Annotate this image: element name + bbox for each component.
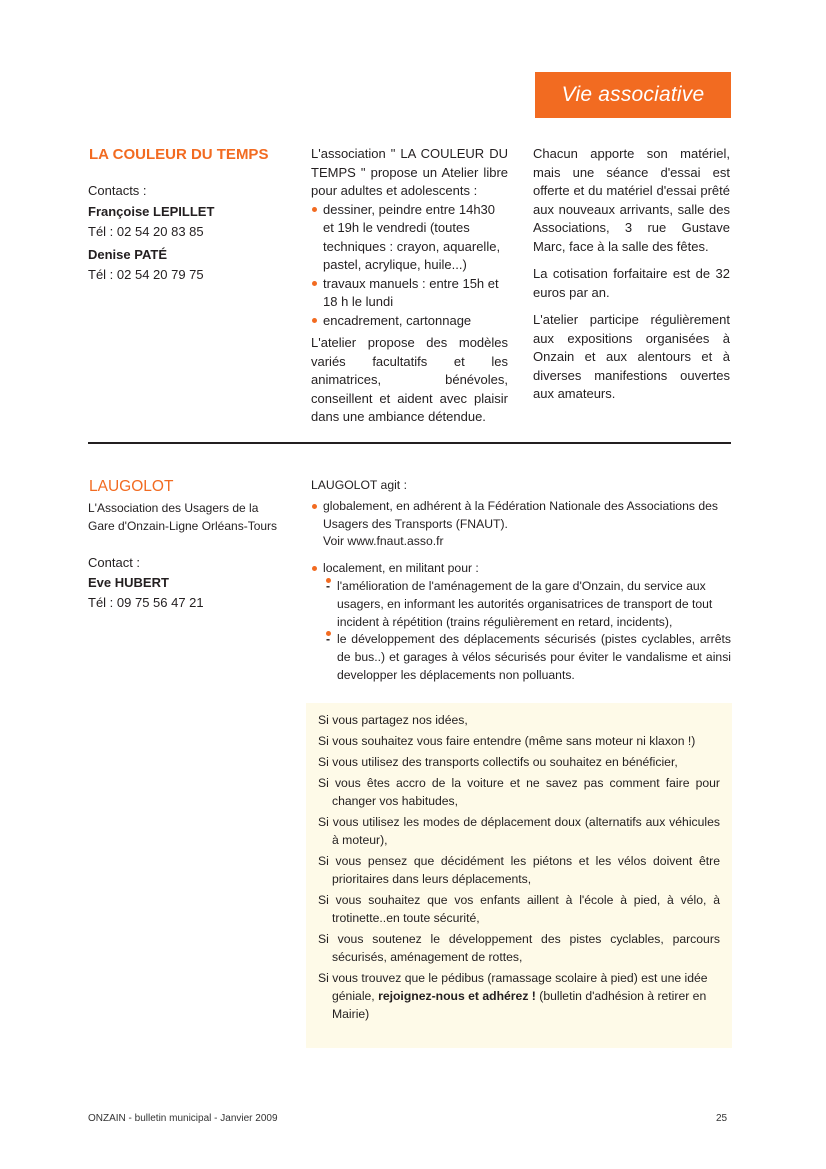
global-text: globalement, en adhérent à la Fédération Nationale des Associations des Usagers des Transports (FNAUT). — [323, 498, 718, 531]
appeal-line: Si vous êtes accro de la voiture et ne savez pas comment faire pour changer vos habitudes, — [318, 776, 720, 808]
materiel-text: Chacun apporte son matériel, mais une séance d'essai est offerte et du matériel d'essai prêté aux nouveaux arrivants, salle des Associations, 3 rue Gustave Marc, face à la salle des fêtes. — [533, 146, 730, 254]
contact-name: Françoise LEPILLET — [88, 203, 215, 219]
subtitle-line: L'Association des Usagers de la — [88, 501, 259, 515]
appeal-line: Si vous pensez que décidément les piétons et les vélos doivent être prioritaires dans leurs déplacements, — [318, 854, 720, 886]
appeal-line — [318, 969, 720, 1023]
contacts-label: Contacts : — [88, 183, 147, 198]
couleur-intro: L'association " LA COULEUR DU TEMPS " propose un Atelier libre pour adultes et adolescents : — [311, 146, 508, 198]
list-item — [311, 498, 731, 551]
subtitle-line: Gare d'Onzain-Ligne Orléans-Tours — [88, 519, 278, 533]
local-items-list — [323, 578, 731, 685]
contact-phone: Tél : 02 54 20 83 85 — [88, 224, 204, 239]
appeal-line: Si vous souhaitez que vos enfants aillent à l'école à pied, à vélo, à trotinette..en toute sécurité, — [318, 893, 720, 925]
expositions-text: L'atelier participe régulièrement aux expositions organisées à Onzain et aux alentours et à diverses manifestions ouvertes aux amateurs. — [533, 312, 730, 401]
couleur-du-temps-title: LA COULEUR DU TEMPS — [89, 146, 269, 163]
page-number: 25 — [716, 1113, 728, 1124]
appeal-line: Si vous soutenez le développement des pistes cyclables, parcours sécurisés, aménagement de rottes, — [318, 932, 720, 964]
contact-name: Eve HUBERT — [88, 575, 169, 590]
section-banner-label: Vie associative — [561, 83, 705, 106]
list-item: encadrement, cartonnage — [311, 312, 508, 331]
contact-label: Contact : — [88, 555, 141, 570]
section-divider — [88, 442, 731, 444]
couleur-du-temps-column-1 — [311, 145, 508, 427]
local-text: localement, en militant pour : — [323, 561, 479, 576]
appeal-last-end: (bulletin d'adhésion à retirer en Mairie) — [332, 989, 707, 1021]
list-item: travaux manuels : entre 15h et 18 h le lundi — [311, 275, 508, 312]
contact-phone: Tél : 02 54 20 79 75 — [88, 267, 204, 282]
laugolot-title: LAUGOLOT — [89, 478, 174, 495]
actions-list — [311, 498, 731, 685]
fnaut-link-text: Voir www.fnaut.asso.fr — [323, 534, 444, 549]
contact-name: Denise PATÉ — [88, 246, 167, 262]
agit-label: LAUGOLOT agit : — [311, 478, 407, 492]
contact-phone: Tél : 09 75 56 47 21 — [88, 595, 204, 610]
laugolot-subtitle — [88, 499, 303, 535]
couleur-du-temps-contacts — [88, 181, 288, 286]
join-call-to-action: rejoignez-nous et adhérez ! — [378, 989, 536, 1003]
list-item: dessiner, peindre entre 14h30 et 19h le vendredi (toutes techniques : crayon, aquarelle, pastel, acrylique, huile...) — [311, 201, 508, 275]
appeal-line: Si vous partagez nos idées, — [318, 713, 468, 727]
couleur-du-temps-column-2 — [533, 145, 730, 404]
atelier-text: L'atelier propose des modèles variés facultatifs et les animatrices, bénévoles, conseillent et aident avec plaisir dans une ambiance détendue. — [311, 335, 508, 424]
list-item: - le développement des déplacements sécurisés (pistes cyclables, arrêts de bus..) et garages à vélos sécurisés pour éviter le vandalisme et ainsi developper les déplacements non polluants. — [323, 631, 731, 684]
activities-list — [311, 201, 508, 331]
list-item — [311, 560, 731, 685]
laugolot-actions — [311, 477, 731, 685]
appeal-line: Si vous souhaitez vous faire entendre (même sans moteur ni klaxon !) — [318, 734, 696, 748]
list-item: - l'amélioration de l'aménagement de la gare d'Onzain, du service aux usagers, en informant les autorités organisatrices de transport de tout incident à répétition (trains régulièrement en retard, incidents), — [323, 578, 731, 631]
cotisation-text: La cotisation forfaitaire est de 32 euros par an. — [533, 266, 730, 300]
appeal-line: Si vous utilisez des transports collectifs ou souhaitez en bénéficier, — [318, 755, 678, 769]
laugolot-contact — [88, 553, 288, 613]
membership-appeal — [318, 711, 720, 1023]
footer-publication: ONZAIN - bulletin municipal - Janvier 2009 — [88, 1113, 278, 1124]
appeal-last-start: Si vous trouvez que le pédibus (ramassage scolaire à pied) est une idée géniale, — [318, 971, 708, 1003]
appeal-line: Si vous utilisez les modes de déplacement doux (alternatifs aux véhicules à moteur), — [318, 815, 720, 847]
section-banner — [535, 72, 731, 118]
